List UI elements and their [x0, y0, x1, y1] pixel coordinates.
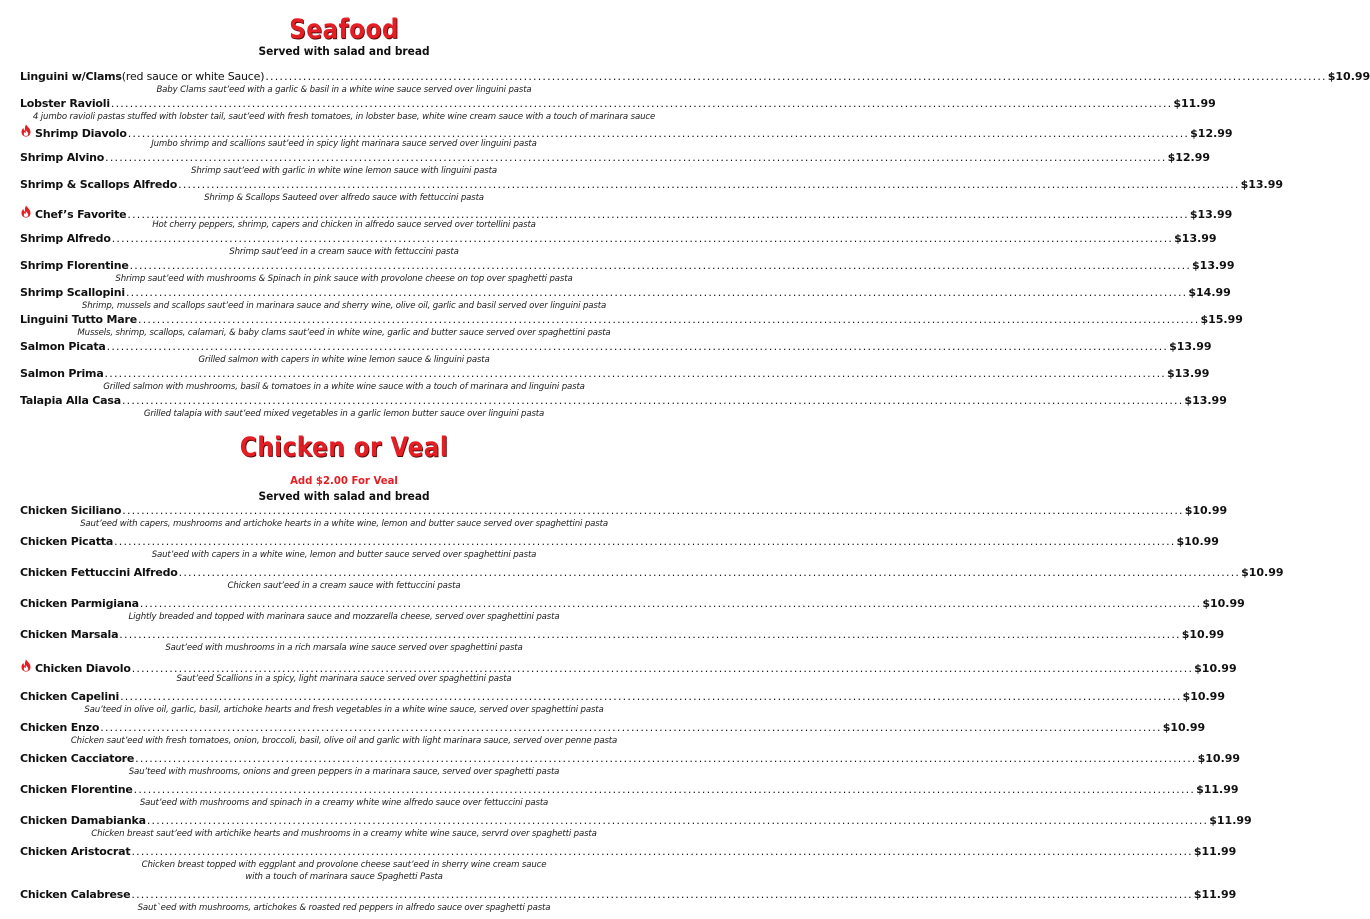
menu-item-line	[20, 597, 1245, 611]
menu-item-description: Saut’eed Scallions in a spicy, light marinara sauce served over spaghettini pasta	[176, 674, 512, 684]
menu-item	[20, 597, 1245, 623]
dot-leader	[147, 814, 1208, 828]
dot-leader	[265, 70, 1326, 84]
menu-item-price: $10.99	[1184, 504, 1228, 517]
chicken-veal-section-title: Chicken or Veal	[239, 432, 449, 463]
menu-item	[20, 70, 1370, 96]
menu-item-name: Chicken Enzo	[20, 721, 100, 734]
menu-item-line	[20, 124, 1233, 140]
menu-item-price: $13.99	[1192, 259, 1235, 272]
menu-item-description: Chicken saut’eed in a cream sauce with fettuccini pasta	[227, 581, 461, 591]
menu-item-description: Shrimp, mussels and scallops saut’eed in marinara sauce and sherry wine, olive oil, garlic and basil served over linguini pasta	[81, 301, 607, 311]
menu-item	[20, 814, 1252, 840]
menu-item	[20, 721, 1206, 747]
menu-item	[20, 566, 1284, 592]
menu-item-name: Shrimp Diavolo	[35, 127, 127, 140]
menu-item-line	[20, 845, 1237, 859]
menu-item-description: Saut’eed with capers in a white wine, lemon and butter sauce served over spaghettini pasta	[151, 550, 537, 560]
dot-leader	[130, 259, 1191, 273]
menu-item-description: Chicken breast saut’eed with artichike hearts and mushrooms in a creamy white wine sauce, servrd over spaghetti pasta	[91, 829, 597, 839]
menu-item-name: Shrimp Alfredo	[20, 232, 111, 245]
menu-item-line	[20, 888, 1237, 902]
menu-item-name: Shrimp Florentine	[20, 259, 129, 272]
menu-item-price: $13.99	[1169, 340, 1212, 353]
menu-item	[20, 659, 1237, 685]
menu-item-line	[20, 367, 1210, 381]
menu-item	[20, 845, 1237, 883]
chicken-menu-list	[20, 504, 1284, 919]
dot-leader	[131, 888, 1192, 902]
menu-item-name: Linguini Tutto Mare	[20, 313, 138, 326]
menu-item-description: Sau’teed with mushrooms, onions and green peppers in a marinara sauce, served over spaghetti pasta	[128, 767, 560, 777]
menu-item	[20, 367, 1210, 393]
menu-item-description: Shrimp saut’eed in a cream sauce with fettuccini pasta	[229, 247, 459, 257]
seafood-menu-list	[20, 70, 1370, 421]
dot-leader	[107, 340, 1168, 354]
menu-item-line	[20, 752, 1241, 766]
menu-item-line	[20, 286, 1231, 300]
dot-leader	[105, 151, 1166, 165]
menu-item-description: Jumbo shrimp and scallions saut’eed in spicy light marinara sauce served over linguini pasta	[151, 139, 537, 149]
menu-item-price: $10.99	[1182, 690, 1225, 703]
menu-item-description: Saut’eed with mushrooms and spinach in a creamy white wine alfredo sauce over fettuccini pasta	[139, 798, 549, 808]
dot-leader	[122, 504, 1183, 518]
menu-item-name: Lobster Ravioli	[20, 97, 110, 110]
menu-item-price: $13.99	[1240, 178, 1284, 191]
menu-item-line	[20, 566, 1284, 580]
menu-item-line	[20, 628, 1225, 642]
menu-item-price: $10.99	[1162, 721, 1206, 734]
menu-item-price: $10.99	[1197, 752, 1241, 765]
menu-item-name: Chef’s Favorite	[35, 208, 127, 221]
menu-item-name: Salmon Picata	[20, 340, 106, 353]
menu-item-line	[20, 721, 1206, 735]
dot-leader	[100, 721, 1161, 735]
menu-item-name: Shrimp Scallopini	[20, 286, 125, 299]
menu-item-name: Chicken Parmigiana	[20, 597, 139, 610]
menu-item-price: $11.99	[1209, 814, 1252, 827]
menu-item-description: Grilled salmon with mushrooms, basil & tomatoes in a white wine sauce with a touch of marinara and linguini pasta	[103, 382, 585, 392]
menu-item-description: with a touch of marinara sauce Spaghetti Pasta	[245, 872, 443, 882]
menu-item	[20, 259, 1235, 285]
menu-item	[20, 205, 1233, 231]
dot-leader	[134, 783, 1195, 797]
menu-item-line	[20, 535, 1219, 549]
flame-icon	[20, 659, 32, 672]
menu-item-name: Linguini w/Clams	[20, 70, 122, 83]
dot-leader	[178, 178, 1239, 192]
dot-leader	[120, 690, 1181, 704]
dot-leader	[105, 367, 1166, 381]
menu-item-line	[20, 232, 1217, 246]
menu-item-option: (red sauce or white Sauce)	[121, 70, 265, 83]
flame-icon	[20, 205, 32, 218]
seafood-subtitle: Served with salad and bread	[258, 44, 430, 58]
menu-item-price: $15.99	[1200, 313, 1243, 326]
dot-leader	[111, 97, 1172, 111]
dot-leader	[135, 752, 1196, 766]
menu-item-price: $10.99	[1194, 662, 1237, 675]
menu-item-description: Chicken saut’eed with fresh tomatoes, onion, broccoli, basil, olive oil and garlic with light marinara sauce, served over penne pasta	[70, 736, 618, 746]
menu-item-line	[20, 313, 1243, 327]
menu-item-description: Saut’eed with mushrooms in a rich marsala wine sauce served over spaghettini pasta	[165, 643, 523, 653]
menu-item-name: Chicken Diavolo	[35, 662, 131, 675]
menu-item-price: $11.99	[1193, 845, 1237, 858]
menu-item-description: Hot cherry peppers, shrimp, capers and chicken in alfredo sauce served over tortellini pasta	[152, 220, 536, 230]
dot-leader	[119, 628, 1180, 642]
menu-item-line	[20, 340, 1212, 354]
menu-item-name: Chicken Florentine	[20, 783, 133, 796]
menu-item-name: Chicken Picatta	[20, 535, 114, 548]
menu-item-price: $12.99	[1167, 151, 1211, 164]
menu-item-description: Shrimp & Scallops Sauteed over alfredo sauce with fettuccini pasta	[204, 193, 484, 203]
menu-item	[20, 628, 1225, 654]
menu-item-price: $11.99	[1193, 888, 1237, 901]
menu-item-line	[20, 394, 1227, 408]
dot-leader	[126, 286, 1187, 300]
menu-item-line	[20, 783, 1239, 797]
menu-item	[20, 535, 1219, 561]
menu-item	[20, 783, 1239, 809]
menu-item-price: $10.99	[1202, 597, 1245, 610]
menu-item-price: $14.99	[1188, 286, 1231, 299]
menu-item	[20, 151, 1211, 177]
menu-item-name: Chicken Calabrese	[20, 888, 131, 901]
dot-leader	[179, 566, 1240, 580]
menu-item	[20, 752, 1241, 778]
menu-item	[20, 340, 1212, 366]
menu-item-name: Shrimp & Scallops Alfredo	[20, 178, 178, 191]
menu-item-description: 4 jumbo ravioli pastas stuffed with lobster tail, saut’eed with fresh tomatoes, in lobster base, white wine cream sauce with a touch of marinara sauce	[32, 112, 656, 122]
menu-item-line	[20, 814, 1252, 828]
menu-item-description: Shrimp saut’eed with garlic in white wine lemon sauce with linguini pasta	[191, 166, 497, 176]
menu-item-price: $11.99	[1196, 783, 1239, 796]
dot-leader	[122, 394, 1183, 408]
menu-item-price: $11.99	[1173, 97, 1216, 110]
menu-item	[20, 504, 1228, 530]
menu-item-price: $13.99	[1166, 367, 1210, 380]
dot-leader	[140, 597, 1201, 611]
menu-item-line	[20, 690, 1225, 704]
menu-item-name: Chicken Capelini	[20, 690, 120, 703]
menu-item-name: Chicken Aristocrat	[20, 845, 131, 858]
menu-item	[20, 178, 1284, 204]
menu-item-price: $10.99	[1241, 566, 1284, 579]
menu-item-line	[20, 205, 1233, 221]
menu-item-price: $13.99	[1174, 232, 1217, 245]
menu-item-line	[20, 259, 1235, 273]
menu-item-name: Talapia Alla Casa	[20, 394, 121, 407]
menu-item-price: $13.99	[1189, 208, 1233, 221]
menu-item	[20, 124, 1233, 150]
menu-item-description: Shrimp saut’eed with mushrooms & Spinach in pink sauce with provolone cheese on top over spaghetti pasta	[115, 274, 573, 284]
menu-item-line	[20, 178, 1284, 192]
menu-item	[20, 394, 1227, 420]
menu-item	[20, 232, 1217, 258]
menu-item-price: $13.99	[1184, 394, 1227, 407]
dot-leader	[138, 313, 1199, 327]
menu-item-description: Baby Clams saut’eed with a garlic & basil in a white wine sauce served over linguini pasta	[156, 85, 532, 95]
menu-item	[20, 888, 1237, 914]
menu-item-description: Grilled talapia with saut’eed mixed vegetables in a garlic lemon butter sauce over linguini pasta	[143, 409, 545, 419]
menu-item-line	[20, 659, 1237, 675]
menu-item-line	[20, 70, 1370, 84]
dot-leader	[114, 535, 1175, 549]
dot-leader	[112, 232, 1173, 246]
flame-icon	[20, 124, 32, 137]
menu-item-price: $10.99	[1176, 535, 1219, 548]
menu-item-description: Saut’eed with capers, mushrooms and artichoke hearts in a white wine, lemon and butter sauce served over spaghettini pasta	[80, 519, 608, 529]
menu-item-description: Sau’teed in olive oil, garlic, basil, artichoke hearts and fresh vegetables in a white wine sauce, served over spaghettini pasta	[84, 705, 604, 715]
menu-item-price: $10.99	[1181, 628, 1225, 641]
dot-leader	[131, 845, 1192, 859]
menu-item-description: Saut`eed with mushrooms, artichokes & roasted red peppers in alfredo sauce over spaghetti pasta	[137, 903, 551, 913]
chicken-subtitle: Served with salad and bread	[258, 489, 430, 503]
menu-item-price: $10.99	[1327, 70, 1370, 83]
menu-item-line	[20, 97, 1216, 111]
menu-item-name: Shrimp Alvino	[20, 151, 105, 164]
seafood-section-title: Seafood	[289, 14, 399, 45]
menu-item	[20, 286, 1231, 312]
menu-item	[20, 97, 1216, 123]
menu-item	[20, 313, 1243, 339]
menu-item-name: Salmon Prima	[20, 367, 104, 380]
menu-item-description: Mussels, shrimp, scallops, calamari, & baby clams saut’eed in white wine, garlic and butter sauce served over spaghettini pasta	[77, 328, 611, 338]
menu-item-name: Chicken Fettuccini Alfredo	[20, 566, 178, 579]
menu-item-line	[20, 504, 1228, 518]
menu-item-name: Chicken Damabianka	[20, 814, 146, 827]
veal-price-note: Add $2.00 For Veal	[290, 474, 398, 487]
menu-item-name: Chicken Cacciatore	[20, 752, 135, 765]
menu-item-description: Grilled salmon with capers in white wine lemon sauce & linguini pasta	[198, 355, 490, 365]
menu-item-description: Chicken breast topped with eggplant and provolone cheese saut’eed in sherry wine cream sauce	[141, 860, 547, 870]
menu-item-name: Chicken Siciliano	[20, 504, 122, 517]
menu-item-description: Lightly breaded and topped with marinara sauce and mozzarella cheese, served over spaghettini pasta	[128, 612, 560, 622]
menu-item-line	[20, 151, 1211, 165]
menu-item-name: Chicken Marsala	[20, 628, 119, 641]
menu-item	[20, 690, 1225, 716]
menu-item-price: $12.99	[1190, 127, 1233, 140]
